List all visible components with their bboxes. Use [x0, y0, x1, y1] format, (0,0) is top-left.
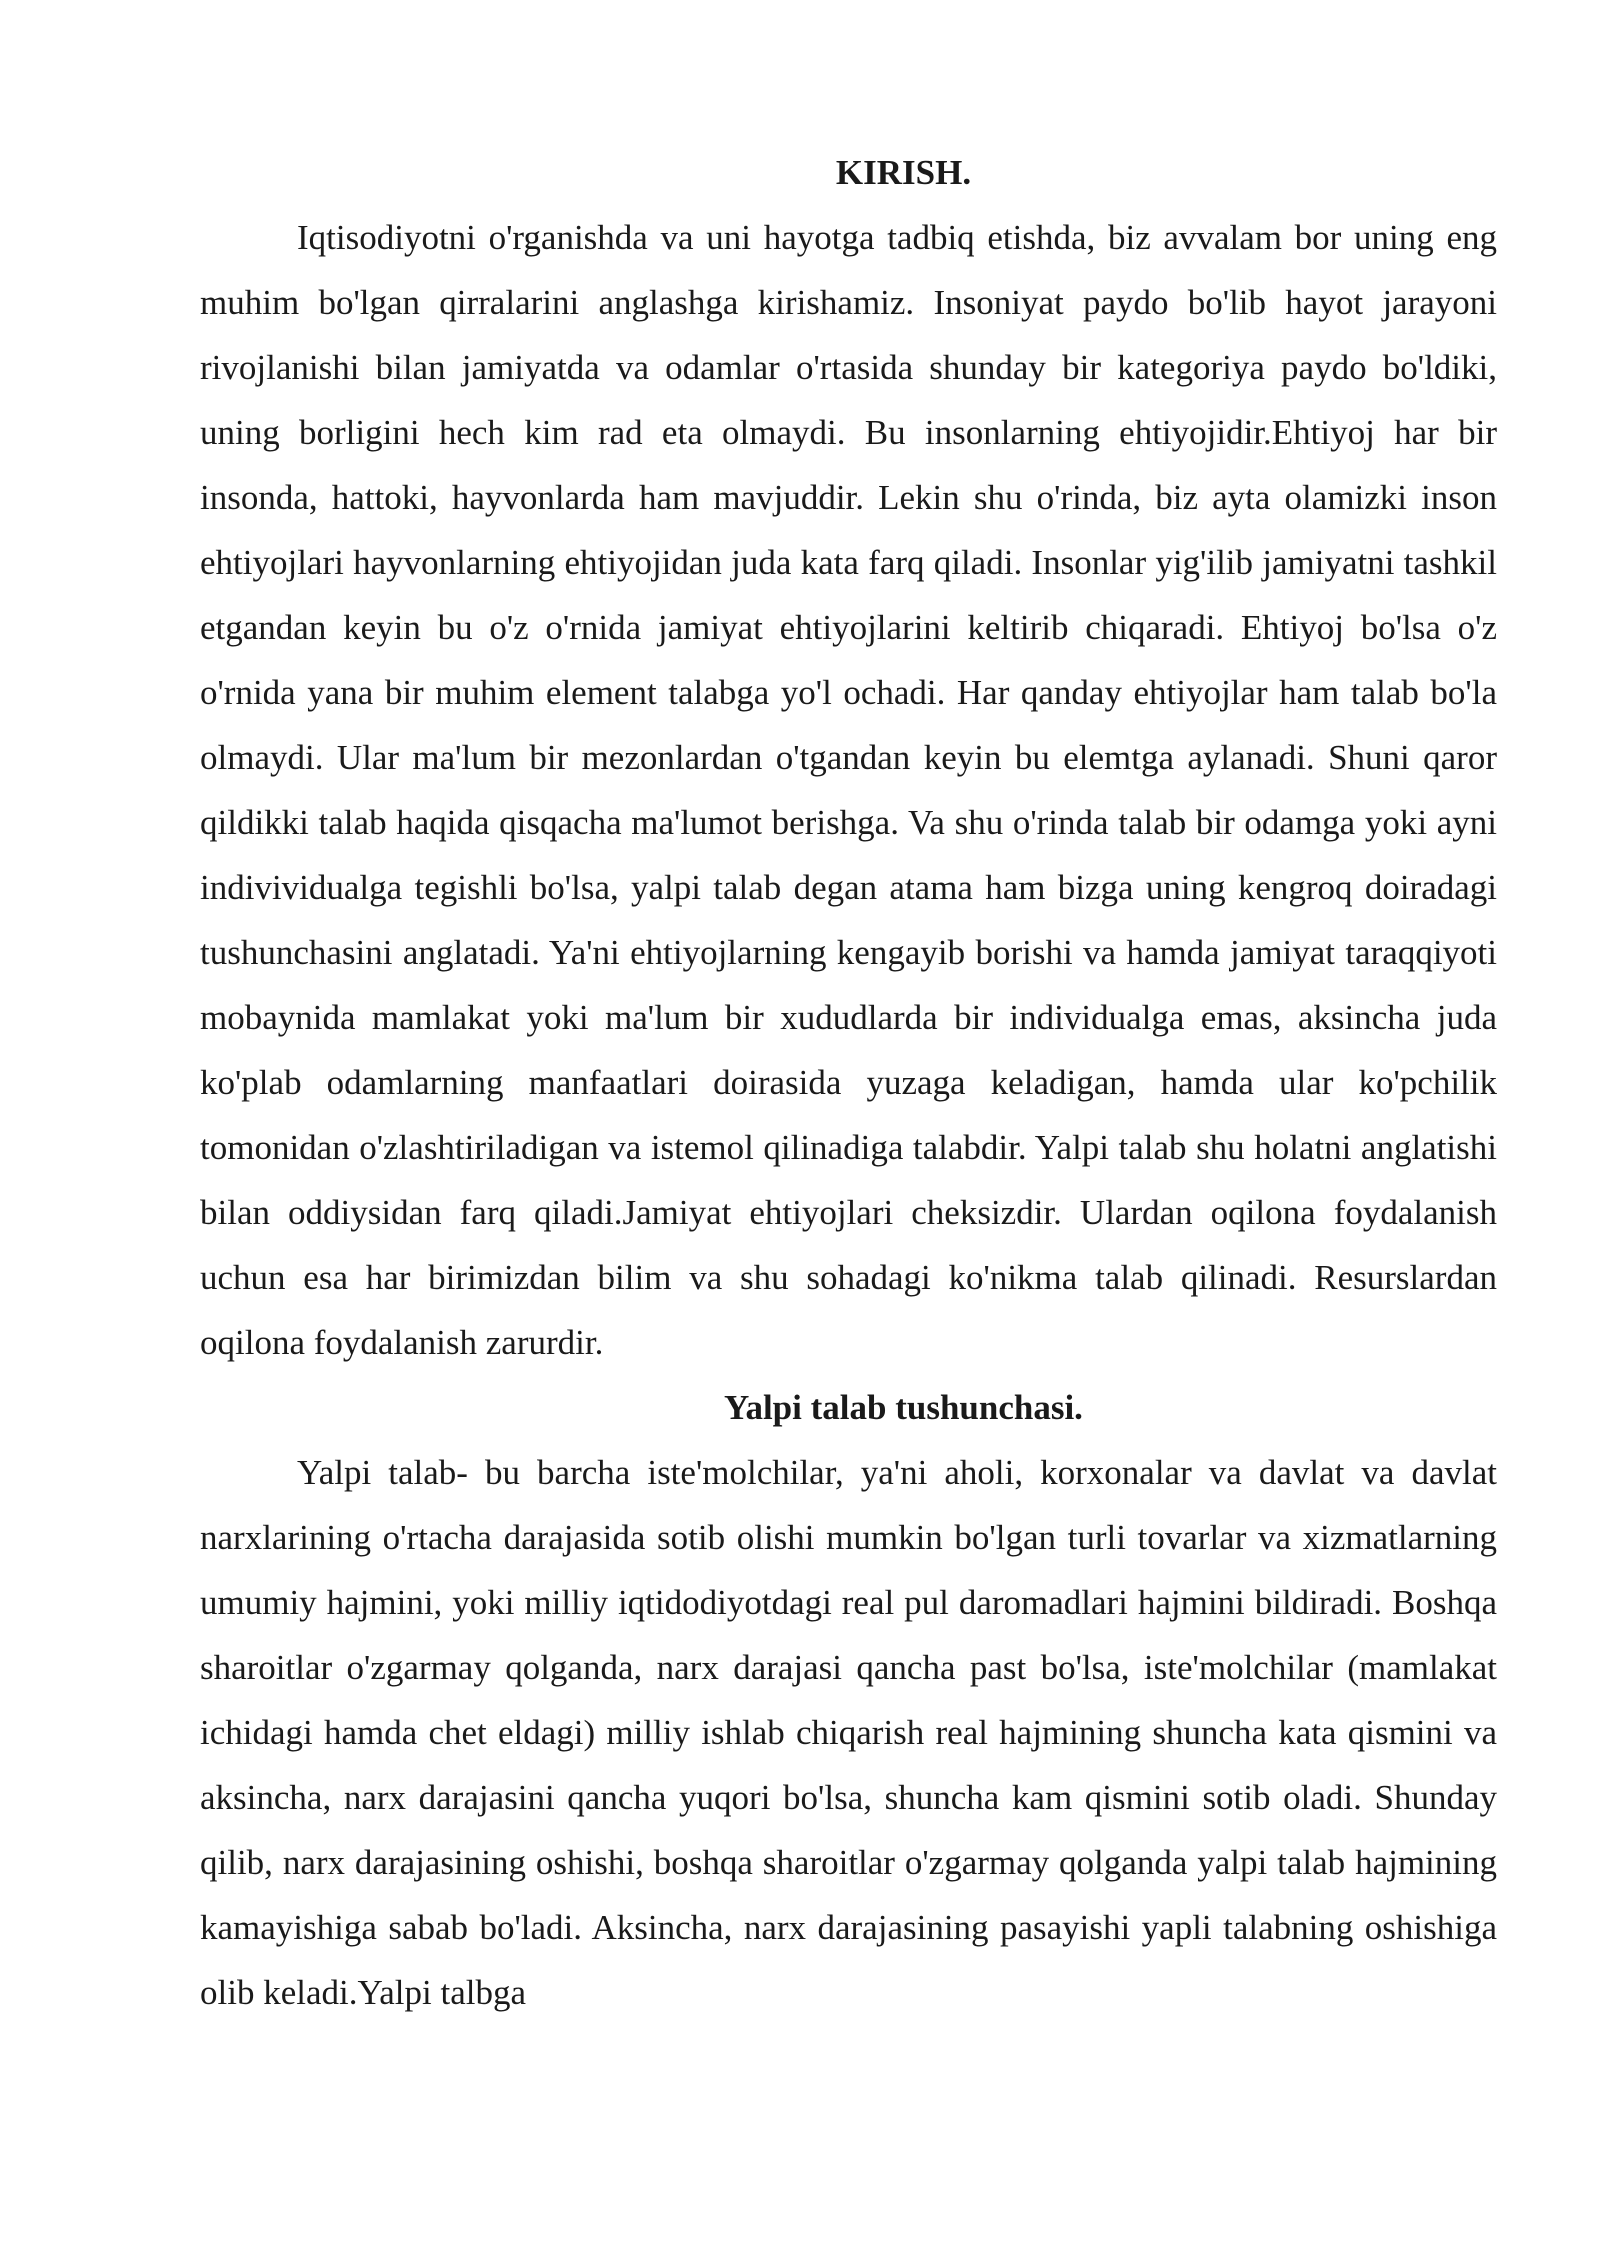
section-heading-introduction: KIRISH.	[835, 153, 972, 192]
aggregate-demand-paragraph: Yalpi talab- bu barcha iste'molchilar, ya'ni aholi, korxonalar va davlat va davlat narxlarining o'rtacha darajasida sotib olishi mumkin bo'lgan turli tovarlar va xizmatlarning umumiy hajmini, yoki milliy iqtidodiyotdagi real pul daromadlari hajmini bildiradi. Boshqa sharoitlar o'zgarmay qolganda, narx darajasi qancha past bo'lsa, iste'molchilar (mamlakat ichidagi hamda chet eldagi) milliy ishlab chiqarish real hajmining shuncha kata qismini va aksincha, narx darajasini qancha yuqori bo'lsa, shuncha kam qismini sotib oladi. Shunday qilib, narx darajasining oshishi, boshqa sharoitlar o'zgarmay qolganda yalpi talab hajmining kamayishiga sabab bo'ladi. Aksincha, narx darajasining pasayishi yapli talabning oshishiga olib keladi.Yalpi talbga	[200, 1453, 1497, 2012]
section-heading-aggregate-demand: Yalpi talab tushunchasi.	[724, 1388, 1083, 1427]
introduction-paragraph: Iqtisodiyotni o'rganishda va uni hayotga tadbiq etishda, biz avvalam bor uning eng muhim bo'lgan qirralarini anglashga kirishamiz. Insoniyat paydo bo'lib hayot jarayoni rivojlanishi bilan jamiyatda va odamlar o'rtasida shunday bir kategoriya paydo bo'ldiki, uning borligini hech kim rad eta olmaydi. Bu insonlarning ehtiyojidir.Ehtiyoj har bir insonda, hattoki, hayvonlarda ham mavjuddir. Lekin shu o'rinda, biz ayta olamizki inson ehtiyojlari hayvonlarning ehtiyojidan juda kata farq qiladi. Insonlar yig'ilib jamiyatni tashkil etgandan keyin bu o'z o'rnida jamiyat ehtiyojlarini keltirib chiqaradi. Ehtiyoj bo'lsa o'z o'rnida yana bir muhim element talabga yo'l ochadi. Har qanday ehtiyojlar ham talab bo'la olmaydi. Ular ma'lum bir mezonlardan o'tgandan keyin bu elemtga aylanadi. Shuni qaror qildikki talab haqida qisqacha ma'lumot berishga. Va shu o'rinda talab bir odamga yoki ayni indivividualga tegishli bo'lsa, yalpi talab degan atama ham bizga uning kengroq doiradagi tushunchasini anglatadi. Ya'ni ehtiyojlarning kengayib borishi va hamda jamiyat taraqqiyoti mobaynida mamlakat yoki ma'lum bir xududlarda bir individualga emas, aksincha juda ko'plab odamlarning manfaatlari doirasida yuzaga keladigan, hamda ular ko'pchilik tomonidan o'zlashtiriladigan va istemol qilinadiga talabdir. Yalpi talab shu holatni anglatishi bilan oddiysidan farq qiladi.Jamiyat ehtiyojlari cheksizdir. Ulardan oqilona foydalanish uchun esa har birimizdan bilim va shu sohadagi ko'nikma talab qilinadi. Resurslardan oqilona foydalanish zarurdir.	[200, 218, 1497, 1362]
